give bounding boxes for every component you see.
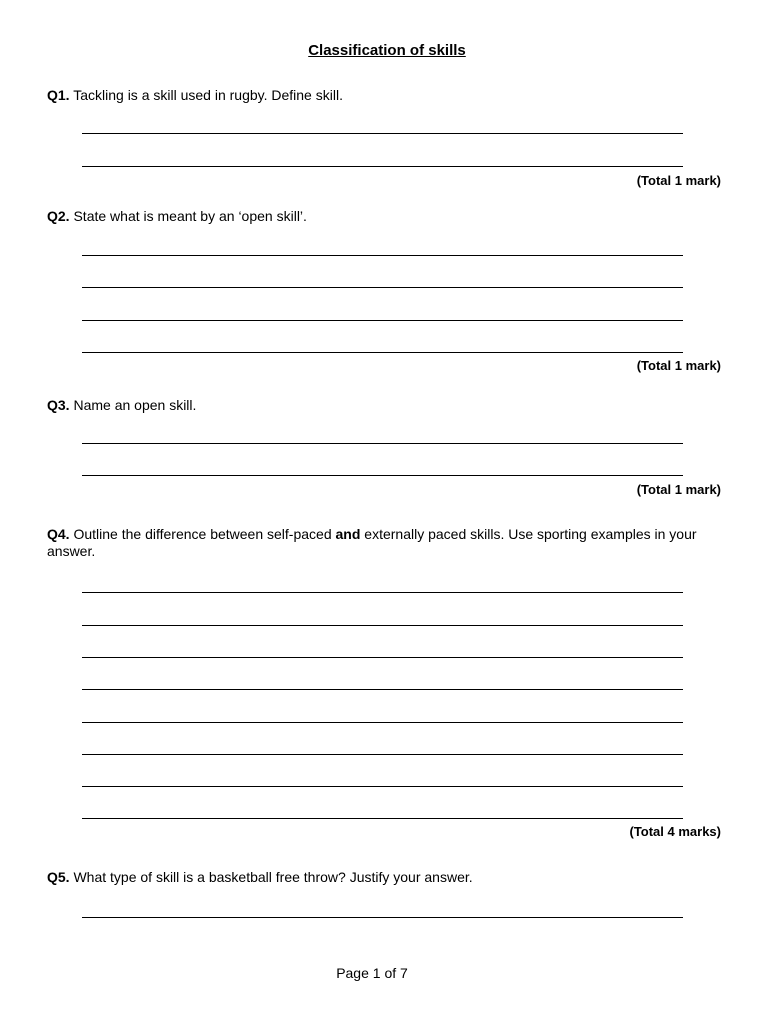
answer-line[interactable] xyxy=(82,689,683,690)
question-text-emphasis: and xyxy=(335,526,361,542)
answer-line[interactable] xyxy=(82,592,683,593)
answer-line[interactable] xyxy=(82,475,683,476)
question-number: Q2. xyxy=(47,208,70,224)
answer-line[interactable] xyxy=(82,352,683,353)
answer-line[interactable] xyxy=(82,786,683,787)
answer-line[interactable] xyxy=(82,722,683,723)
question-4 xyxy=(47,526,727,560)
page-number: Page 1 of 7 xyxy=(336,965,408,981)
question-3 xyxy=(47,397,727,414)
answer-line[interactable] xyxy=(82,917,683,918)
answer-line[interactable] xyxy=(82,625,683,626)
question-2 xyxy=(47,208,727,225)
answer-line[interactable] xyxy=(82,443,683,444)
question-text: Tackling is a skill used in rugby. Define skill. xyxy=(73,87,343,103)
question-text: State what is meant by an ‘open skill’. xyxy=(73,208,307,224)
mark-total: (Total 1 mark) xyxy=(636,173,721,188)
question-number: Q4. xyxy=(47,526,70,542)
question-1 xyxy=(47,87,727,104)
question-text: externally paced skills. Use sporting examples in your answer. xyxy=(47,526,697,559)
worksheet-title: Classification of skills xyxy=(308,42,466,59)
question-number: Q5. xyxy=(47,869,70,885)
answer-line[interactable] xyxy=(82,133,683,134)
answer-line[interactable] xyxy=(82,287,683,288)
mark-total: (Total 1 mark) xyxy=(636,482,721,497)
answer-line[interactable] xyxy=(82,754,683,755)
mark-total: (Total 1 mark) xyxy=(636,358,721,373)
question-text: Outline the difference between self-paced xyxy=(73,526,332,542)
answer-line[interactable] xyxy=(82,818,683,819)
question-text: Name an open skill. xyxy=(73,397,197,413)
question-text: What type of skill is a basketball free throw? Justify your answer. xyxy=(73,869,473,885)
question-number: Q3. xyxy=(47,397,70,413)
question-5 xyxy=(47,869,727,886)
answer-line[interactable] xyxy=(82,166,683,167)
question-number: Q1. xyxy=(47,87,70,103)
answer-line[interactable] xyxy=(82,255,683,256)
answer-line[interactable] xyxy=(82,657,683,658)
answer-line[interactable] xyxy=(82,320,683,321)
mark-total: (Total 4 marks) xyxy=(629,824,721,839)
